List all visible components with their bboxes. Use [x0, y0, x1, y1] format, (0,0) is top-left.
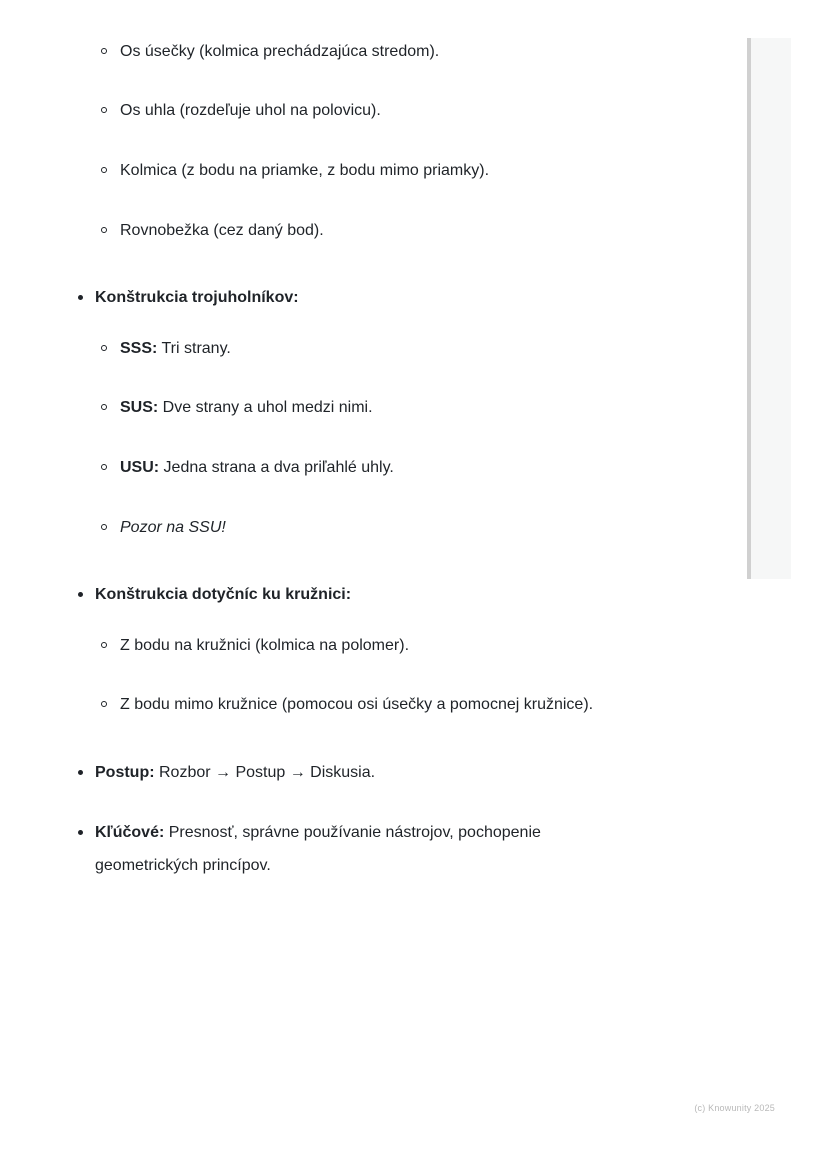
list-item: Os úsečky (kolmica prechádzajúca stredom).	[0, 39, 740, 65]
intro-sublist	[0, 0, 740, 239]
section-title: Konštrukcia trojuholníkov:	[95, 289, 299, 306]
section-key	[0, 820, 615, 879]
item-text: Tri strany.	[157, 340, 231, 357]
item-note: Pozor na SSU!	[120, 519, 226, 536]
item-label: SSS:	[120, 340, 158, 357]
section-tangents	[0, 582, 740, 608]
list-item: Z bodu na kružnici (kolmica na polomer).	[0, 633, 740, 659]
section-procedure	[0, 760, 740, 786]
list-item	[0, 336, 740, 362]
item-text: Jedna strana a dva priľahlé uhly.	[159, 459, 394, 476]
section-title: Konštrukcia dotyčníc ku kružnici:	[95, 586, 352, 603]
item-label: SUS:	[120, 399, 159, 416]
item-text: Dve strany a uhol medzi nimi.	[158, 399, 373, 416]
side-panel	[747, 38, 791, 579]
list-item: Kolmica (z bodu na priamke, z bodu mimo priamky).	[0, 158, 740, 184]
section-triangles	[0, 285, 740, 311]
item-text: Presnosť, správne používanie nástrojov, pochopenie	[164, 824, 541, 841]
list-item	[0, 395, 740, 421]
list-item	[0, 515, 740, 541]
item-label: USU:	[120, 459, 160, 476]
list-item: Z bodu mimo kružnice (pomocou osi úsečky a pomocnej kružnice).	[0, 692, 740, 718]
list-item: Os uhla (rozdeľuje uhol na polovicu).	[0, 98, 740, 124]
item-label: Postup:	[95, 764, 155, 781]
item-label: Kľúčové:	[95, 824, 165, 841]
list-item	[0, 455, 740, 481]
list-item: Rovnobežka (cez daný bod).	[0, 218, 740, 244]
copyright-footer: (c) Knowunity 2025	[694, 1103, 775, 1113]
item-text-continued: geometrických princípov.	[95, 857, 271, 874]
item-text: Rozbor → Postup → Diskusia.	[154, 764, 376, 781]
